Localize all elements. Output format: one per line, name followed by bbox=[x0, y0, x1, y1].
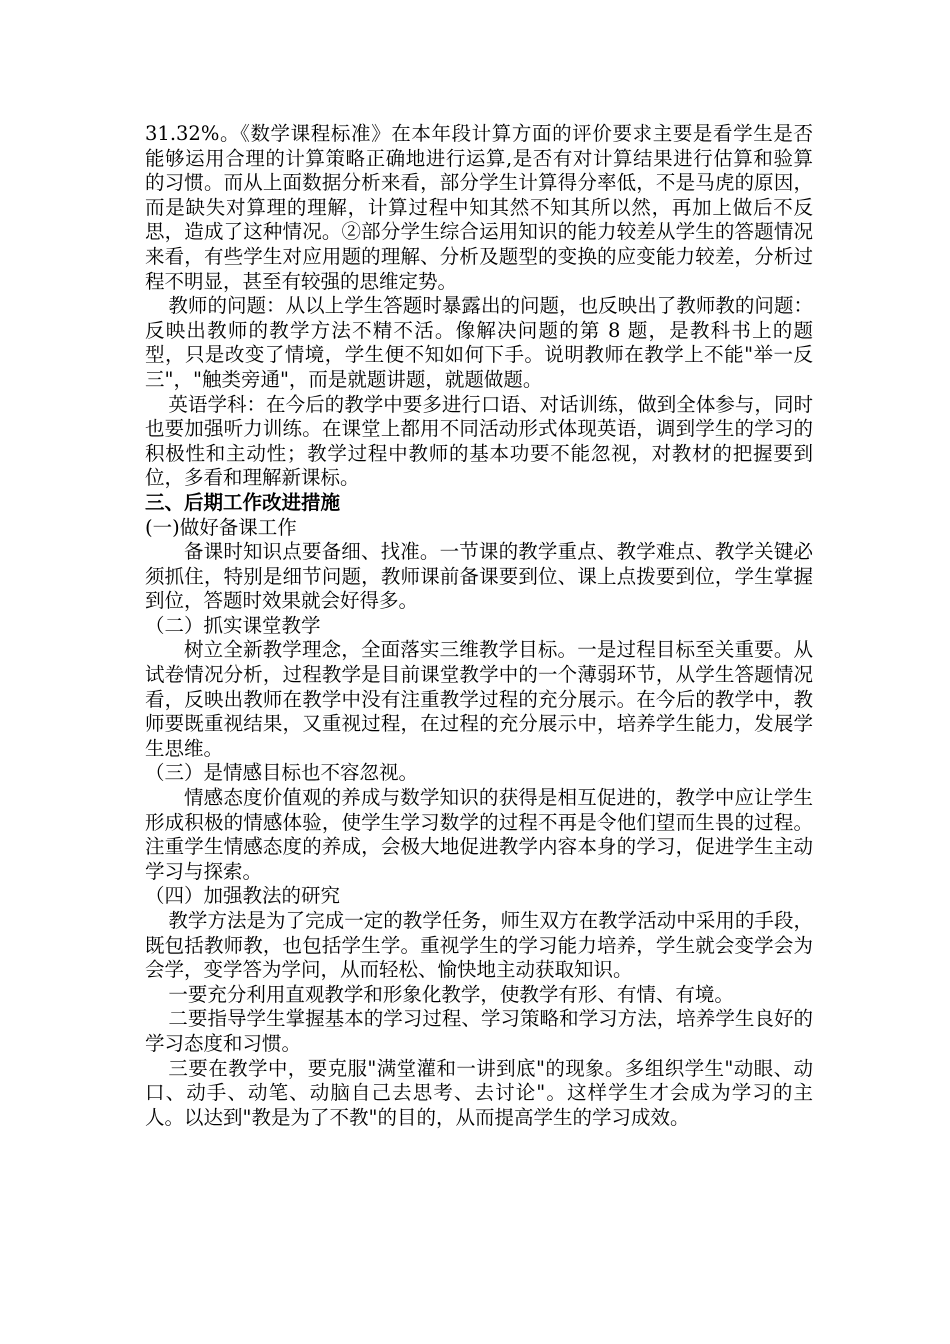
paragraph-teaching-methods: 教学方法是为了完成一定的教学任务，师生双方在教学活动中采用的手段，既包括教师教，也包括学生学。重视学生的学习能力培养，学生就会变学会为会学，变学答为学问，从而轻松、愉快地主动获取知识。 bbox=[145, 909, 813, 982]
subheading-classroom-teaching: （二）抓实课堂教学 bbox=[145, 613, 321, 637]
subheading-teaching-methods: （四）加强教法的研究 bbox=[145, 884, 341, 908]
document-body bbox=[145, 122, 813, 1130]
paragraph-english-subject: 英语学科：在今后的教学中要多进行口语、对话训练，做到全体参与，同时也要加强听力训练。在课堂上都用不同活动形式体现英语，调到学生的学习的积极性和主动性；教学过程中教师的基本功要不能忽视，对教材的把握要到位，多看和理解新课标。 bbox=[145, 392, 813, 490]
paragraph-emotional-goals: 情感态度价值观的养成与数学知识的获得是相互促进的，教学中应让学生形成积极的情感体验，使学生学习数学的过程不再是令他们望而生畏的过程。注重学生情感态度的养成，会极大地促进教学内容本身的学习，促进学生主动学习与探索。 bbox=[145, 786, 813, 883]
paragraph-method-three: 三要在教学中，要克服"满堂灌和一讲到底"的现象。多组织学生"动眼、动口、动手、动笔、动脑自己去思考、去讨论"。这样学生才会成为学习的主人。以达到"教是为了不教"的目的，从而提高学生的学习成效。 bbox=[145, 1056, 813, 1129]
paragraph-method-two: 二要指导学生掌握基本的学习过程、学习策略和学习方法，培养学生良好的学习态度和习惯。 bbox=[145, 1007, 813, 1055]
paragraph-method-one: 一要充分利用直观教学和形象化教学，使教学有形、有情、有境。 bbox=[168, 982, 734, 1006]
section-heading-improvement-measures: 三、后期工作改进措施 bbox=[145, 490, 341, 514]
paragraph-classroom-teaching: 树立全新教学理念，全面落实三维教学目标。一是过程目标至关重要。从试卷情况分析，过程教学是目前课堂教学中的一个薄弱环节，从学生答题情况看，反映出教师在教学中没有注重教学过程的充分展示。在今后的教学中，教师要既重视结果，又重视过程，在过程的充分展示中，培养学生能力，发展学生思维。 bbox=[145, 638, 813, 760]
subheading-emotional-goals: （三）是情感目标也不容忽视。 bbox=[145, 761, 419, 785]
paragraph-calculation-analysis: 31.32%。《数学课程标准》在本年段计算方面的评价要求主要是看学生是否能够运用合理的计算策略正确地进行运算,是否有对计算结果进行估算和验算的习惯。而从上面数据分析来看，部分学生计算得分率低，不是马虎的原因，而是缺失对算理的理解，计算过程中知其然不知其所以然，再加上做后不反思，造成了这种情况。②部分学生综合运用知识的能力较差从学生的答题情况来看，有些学生对应用题的理解、分析及题型的变换的应变能力较差，分析过程不明显，甚至有较强的思维定势。 bbox=[145, 122, 813, 293]
subheading-lesson-preparation: (一)做好备课工作 bbox=[145, 515, 297, 539]
paragraph-lesson-preparation: 备课时知识点要备细、找准。一节课的教学重点、教学难点、教学关键必须抓住，特别是细节问题，教师课前备课要到位、课上点拨要到位，学生掌握到位，答题时效果就会好得多。 bbox=[145, 540, 813, 613]
paragraph-teacher-problems: 教师的问题：从以上学生答题时暴露出的问题，也反映出了教师教的问题：反映出教师的教学方法不精不活。像解决问题的第 8 题，是教科书上的题型，只是改变了情境，学生便不知如何下手。说明教师在教学上不能"举一反三"，"触类旁通"，而是就题讲题，就题做题。 bbox=[145, 294, 813, 391]
